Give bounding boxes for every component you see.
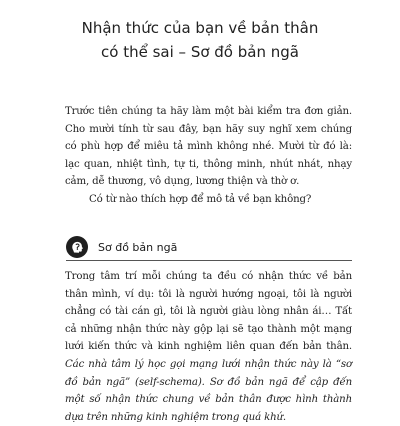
head-silhouette-icon xyxy=(66,236,88,258)
body-text-italic: Các nhà tâm lý học gọi mạng lưới nhận thức này là “sơ đồ bản ngã” (self-schema). Sơ đồ bản ngã để cập đến một số nhận thức chung về bản thân được hình thành dựa trên những kinh nghiệm trong quá khứ. xyxy=(65,358,352,423)
section-heading xyxy=(66,236,177,258)
body-text-normal: Trong tâm trí mỗi chúng ta đều có nhận thức về bản thân mình, ví dụ: tôi là người hướng ngoại, tôi là người chẳng có tài cán gì, tôi là người giàu lòng nhân ái… Tất cả những nhận thức này gộp lại sẽ tạo thành một mạng lưới kiến thức và kinh nghiệm liên quan đến bản thân. xyxy=(65,271,352,353)
title-line-2: có thể sai – Sơ đồ bản ngã xyxy=(101,43,299,61)
body-section xyxy=(65,268,352,426)
intro-paragraph: Trước tiên chúng ta hãy làm một bài kiểm tra đơn giản. Cho mười tính từ sau đây, bạn hãy suy nghĩ xem chúng có phù hợp để miêu tả mình không nhé. Mười từ đó là: lạc quan, nhiệt tình, tự ti, thông minh, nhút nhát, nhạy cảm, dễ thương, vô dụng, lương thiện và thờ ơ. xyxy=(65,106,352,188)
page-title xyxy=(0,16,400,64)
intro-section xyxy=(65,103,352,209)
body-paragraph xyxy=(65,268,352,426)
title-line-1: Nhận thức của bạn về bản thân xyxy=(81,19,319,37)
intro-question: Có từ nào thích hợp để mô tả về bạn không? xyxy=(89,193,312,205)
section-heading-label: Sơ đồ bản ngã xyxy=(98,240,178,254)
section-divider xyxy=(66,260,352,261)
